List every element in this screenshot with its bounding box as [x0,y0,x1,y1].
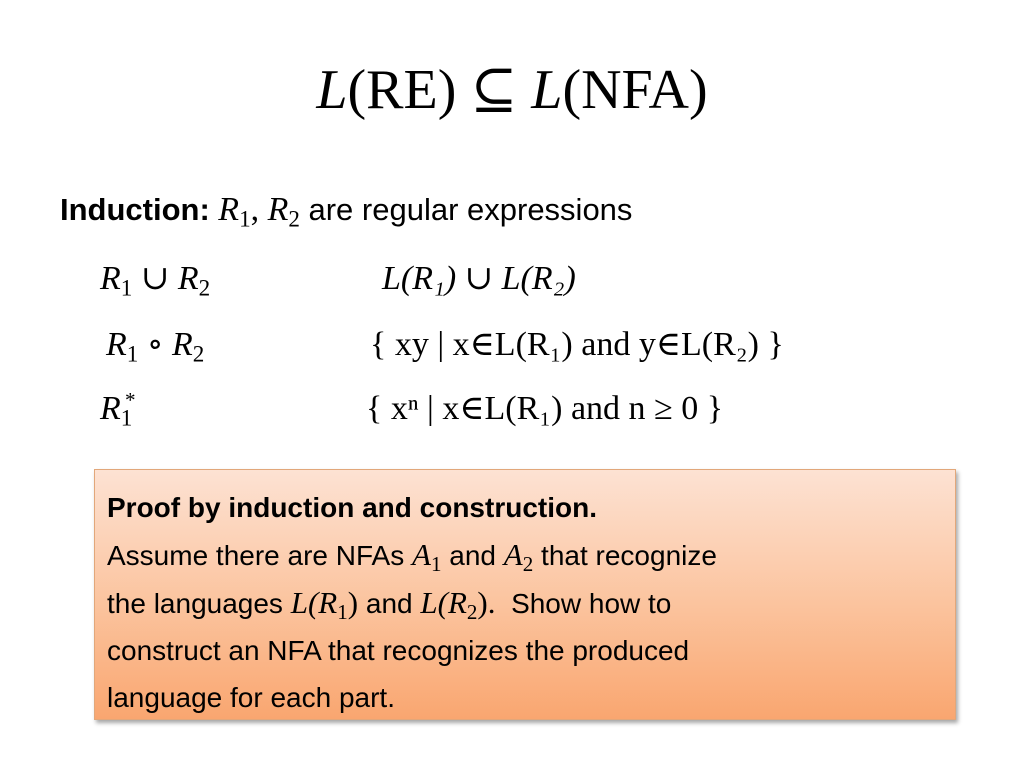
star-language: { xⁿ | x∈L(R₁) and n ≥ 0 } [366,390,724,427]
subset-symbol: ⊆ [470,59,518,121]
proof-callout-box [94,469,956,720]
proof-heading: Proof by induction and construction. [107,492,597,523]
title-lhs-arg: (RE) [347,59,457,121]
induction-text: are regular expressions [308,192,633,227]
title-lhs-func: L [316,59,348,121]
concat-expression: $R_1$ ∘ $R_2$ [106,326,205,368]
proof-line-1: Assume there are NFAs $A_1$ and $A_2$ that recognize [107,537,717,576]
title-rhs-arg: (NFA) [562,59,708,121]
slide-title [0,59,1024,121]
induction-r1: $R_1$ [218,191,251,233]
union-operator: ∪ [140,260,170,297]
union-language: L(R₁) ∪ L(R₂) [382,260,576,297]
induction-r2: $R_2$ [267,191,300,233]
induction-line [60,191,633,233]
star-expression: $R_1^*$ [100,388,136,432]
proof-line-3: construct an NFA that recognizes the produced [107,635,690,666]
induction-label: Induction: [60,192,210,227]
union-expression: $R_1$ ∪ $R_2$ [100,260,211,302]
proof-line-4: language for each part. [107,682,395,713]
induction-comma: , [250,191,260,228]
title-rhs-func: L [531,59,563,121]
concat-language: { xy | x∈L(R₁) and y∈L(R₂) } [370,326,784,363]
concat-operator: ∘ [146,326,164,363]
proof-line-2: the languages $L(R_1)$ and $L(R_2)$. Show how to [107,585,672,624]
proof-text [107,484,717,721]
